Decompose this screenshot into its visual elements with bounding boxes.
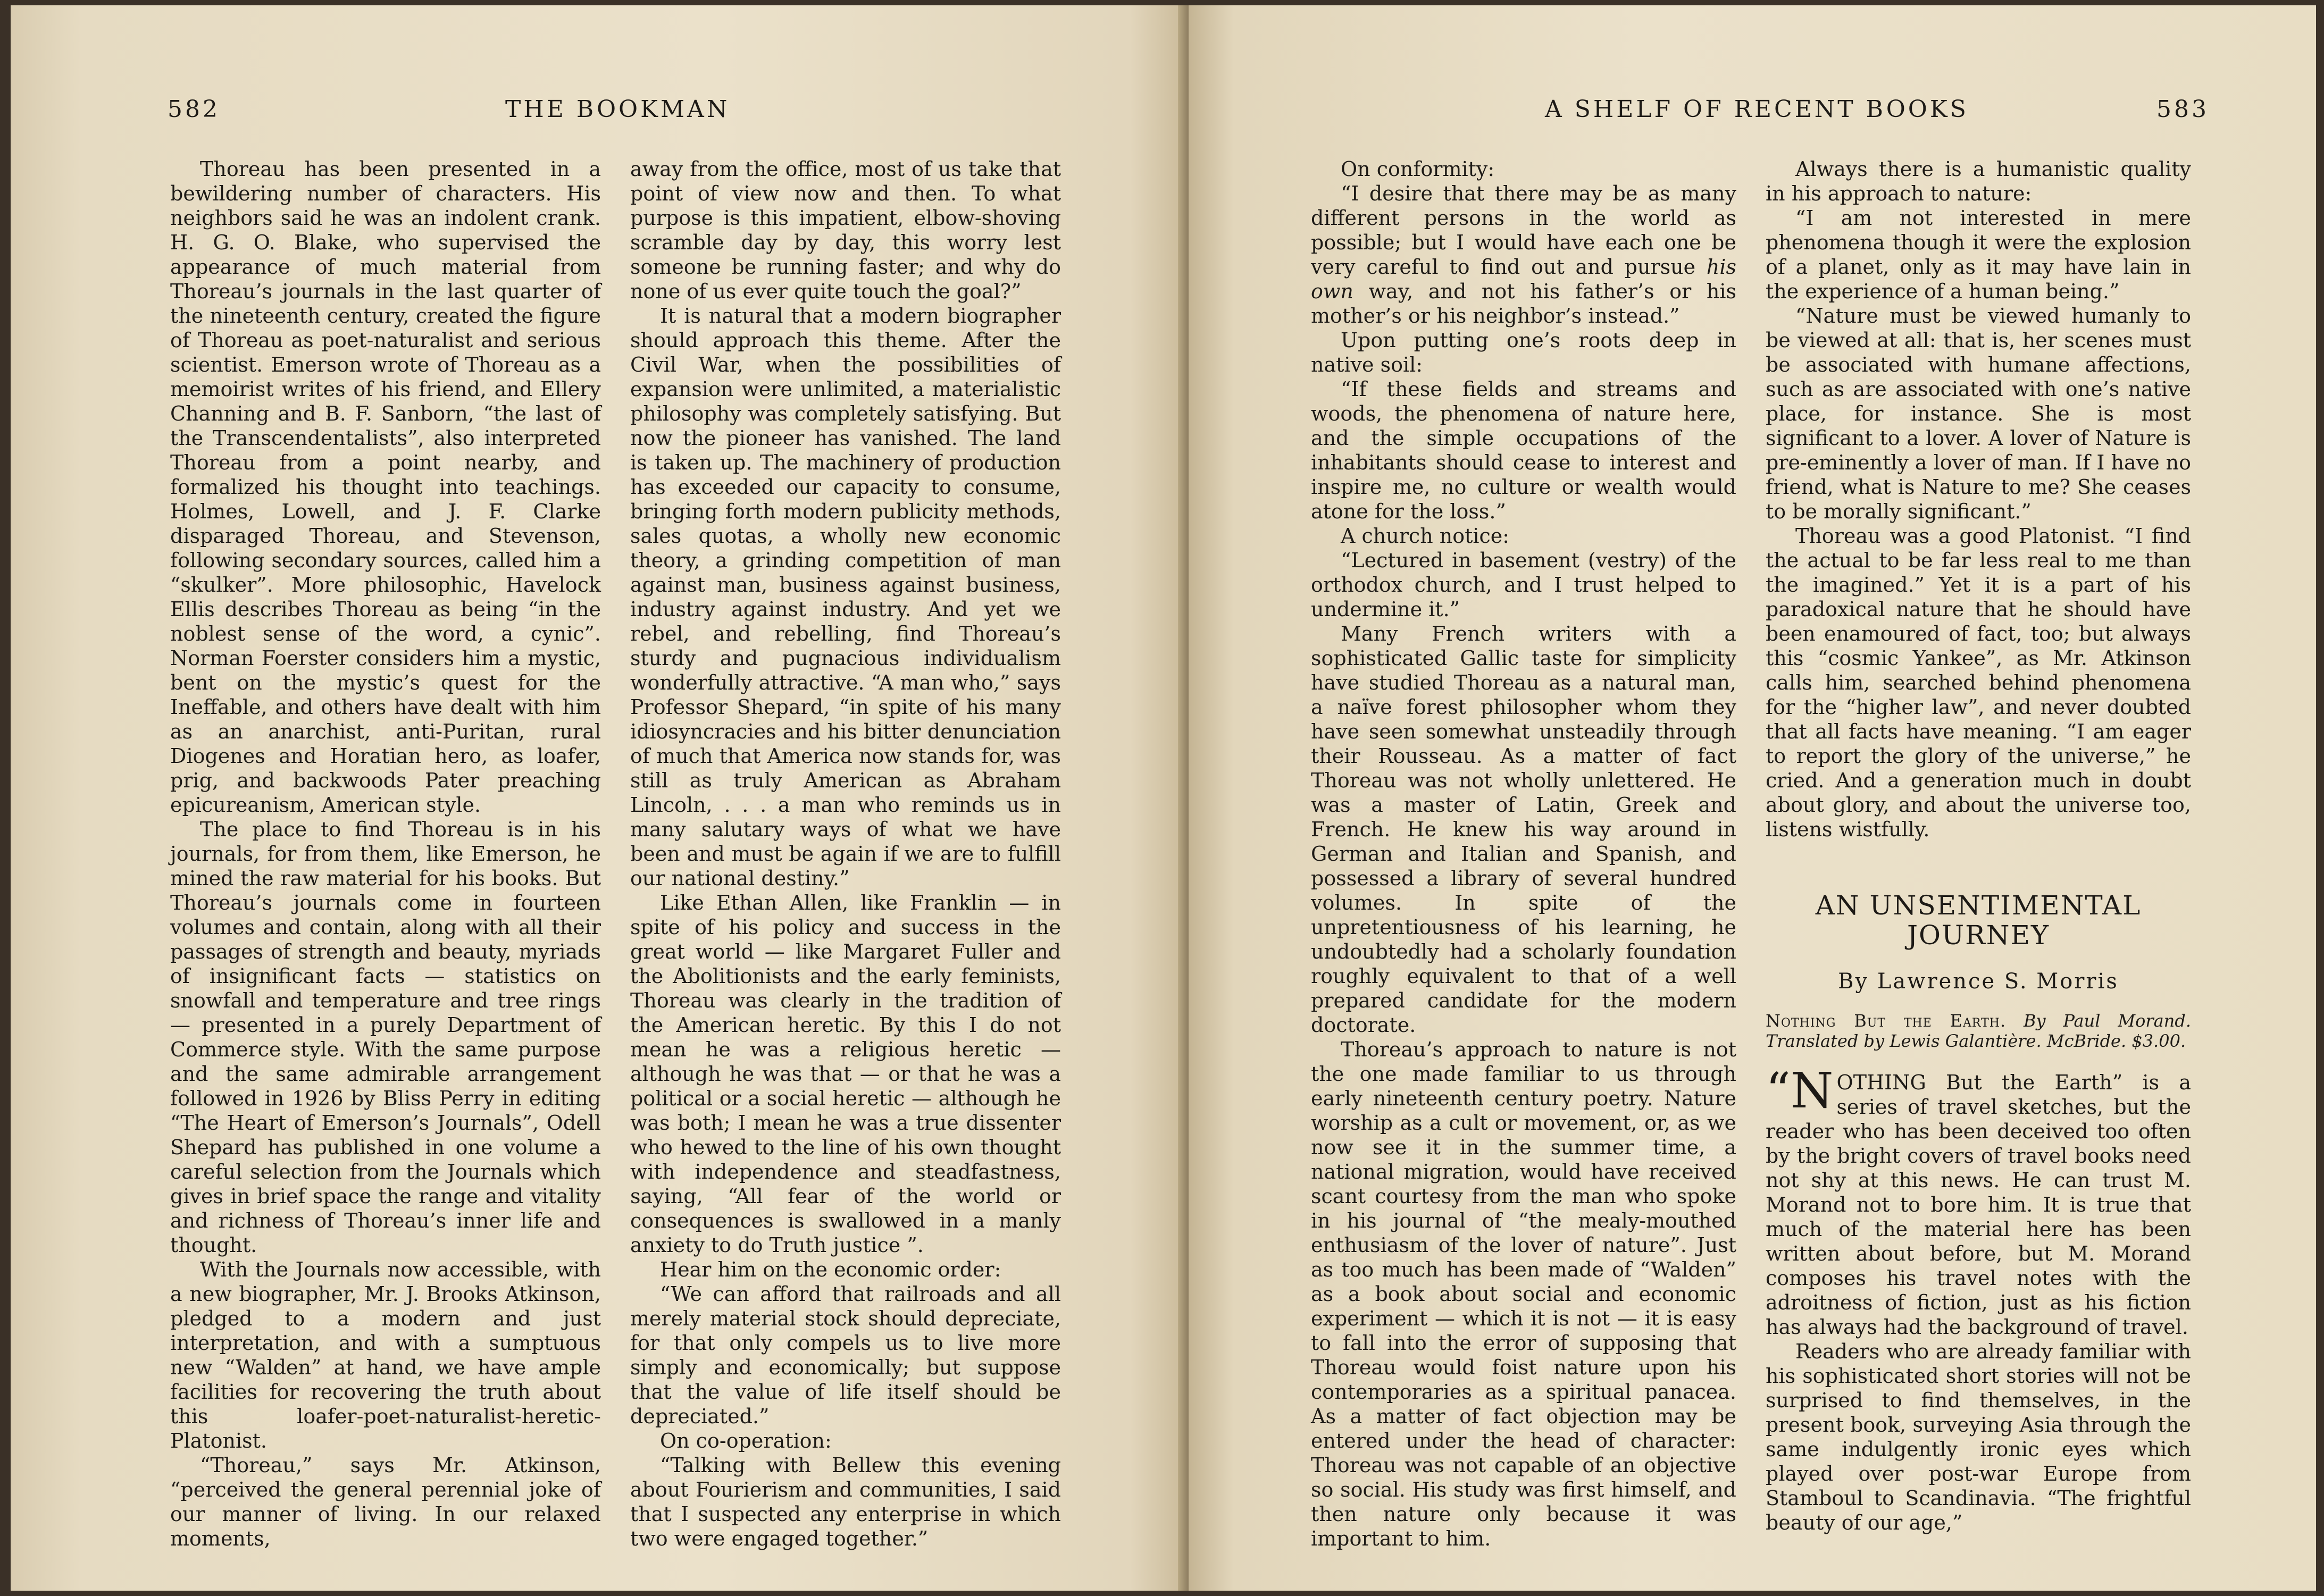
paragraph: On conformity:	[1341, 157, 1495, 181]
paragraph: With the Journals now accessible, with a new biographer, Mr. J. Brooks Atkinson, pledged to a modern and just interpretation, and with a sumptuous new “Walden” at hand, we have ample facilities for recovering the truth about this loafer-poet-naturalist-heretic-Platonist.	[170, 1258, 601, 1452]
quote-paragraph: “Talking with Bellew this evening about Fourierism and communities, I said that I suspected any enterprise in which two were engaged together.”	[630, 1454, 1061, 1550]
paragraph: Always there is a humanistic quality in his approach to nature:	[1766, 157, 2191, 205]
quote-paragraph: “Lectured in basement (vestry) of the orthodox church, and I trust helped to undermine it.”	[1311, 549, 1736, 621]
left-column-2	[630, 157, 1061, 1551]
article-title: AN UNSENTIMENTAL JOURNEY	[1815, 890, 2142, 951]
left-page	[11, 5, 1189, 1591]
book-details: Translated by Lewis Galantière. McBride. $3.00.	[1766, 1031, 2186, 1051]
drop-cap: “N	[1766, 1062, 1834, 1119]
paragraph: Upon putting one’s roots deep in native soil:	[1311, 329, 1736, 376]
paragraph: Many French writers with a sophisticated Gallic taste for simplicity have studied Thoreau as a natural man, a naïve forest philosopher whom they have seen somewhat unsteadily through their Rousseau. As a matter of fact Thoreau was not wholly unlettered. He was a master of Latin, Greek and French. He knew his way around in German and Italian and Spanish, and possessed a library of several hundred volumes. In spite of the unpretentiousness of his learning, he undoubtedly had a scholarly foundation roughly equivalent to that of a well prepared candidate for the modern doctorate.	[1311, 622, 1736, 1037]
quote-paragraph: “We can afford that railroads and all merely material stock should depreciate, for that only compels us to live more simply and economically; but suppose that the value of life itself should be depreciated.”	[630, 1282, 1061, 1428]
quote-paragraph: “Nature must be viewed humanly to be viewed at all: that is, her scenes must be associated with humane affections, such as are associated with one’s native place, for instance. She is most significant to a lover. A lover of Nature is pre-eminently a lover of man. If I have no friend, what is Nature to me? She ceases to be morally significant.”	[1766, 304, 2191, 523]
right-column-2	[1766, 157, 2191, 1535]
paragraph: “Thoreau,” says Mr. Atkinson, “perceived the general perennial joke of our manner of living. In our relaxed moments,	[170, 1454, 601, 1550]
left-running-title: THE BOOKMAN	[505, 96, 730, 123]
article-byline: By Lawrence S. Morris	[1838, 969, 2119, 994]
article-first-paragraph	[1766, 1062, 2191, 1339]
paragraph: Like Ethan Allen, like Franklin — in spite of his policy and success in the great world — like Margaret Fuller and the Abolitionists and the early feminists, Thoreau was clearly in the tradition of the American heretic. By this I do not mean he was a religious heretic — although he was that — or that he was a political or a social heretic — although he was both; I mean he was a true dissenter who hewed to the line of his own thought with independence and steadfastness, saying, “All fear of the world or consequences is swallowed in a manly anxiety to do Truth justice ”.	[630, 891, 1061, 1257]
left-column-1	[170, 157, 601, 1551]
paragraph: A church notice:	[1341, 524, 1510, 548]
right-running-title: A SHELF OF RECENT BOOKS	[1545, 96, 1969, 123]
paragraph: Readers who are already familiar with his sophisticated short stories will not be surprised to find themselves, in the present book, surveying Asia through the same indulgently ironic eyes which played over post-war Europe from Stamboul to Scandinavia. “The frightful beauty of our age,”	[1766, 1340, 2191, 1534]
book-title: Nothing But the Earth.	[1766, 1011, 2007, 1031]
paragraph: Thoreau was a good Platonist. “I find the actual to be far less real to me than the imagined.” Yet it is a part of his paradoxical nature that he should have been enamoured of fact, too; but always this “cosmic Yankee”, as Mr. Atkinson calls him, searched behind phenomena for the “higher law”, and never doubted that all facts have meaning. “I am eager to report the glory of the universe,” he cried. And a generation much in doubt about glory, and about the universe too, listens wistfully.	[1766, 524, 2191, 841]
paragraph: Thoreau has been presented in a bewildering number of characters. His neighbors said he was an indolent crank. H. G. O. Blake, who supervised the appearance of much material from Thoreau’s journals in the last quarter of the nineteenth century, created the figure of Thoreau as poet-naturalist and serious scientist. Emerson wrote of Thoreau as a memoirist writes of his friend, and Ellery Channing and B. F. Sanborn, “the last of the Transcendentalists”, also interpreted Thoreau from a point nearby, and formalized his thought into teachings. Holmes, Lowell, and J. F. Clarke disparaged Thoreau, and Stevenson, following secondary sources, called him a “skulker”. More philosophic, Havelock Ellis describes Thoreau as being “in the noblest sense of the word, a cynic”. Norman Foerster considers him a mystic, bent on the mystic’s quest for the Ineffable, and others have dealt with him as an anarchist, anti-Puritan, rural Diogenes and Horatian hero, as loafer, prig, and backwoods Pater preaching epicureanism, American style.	[170, 157, 601, 817]
book-reference	[1766, 1011, 2191, 1051]
paragraph: away from the office, most of us take that point of view now and then. To what purpose is this impatient, elbow-shoving scramble day by day, this worry lest someone be running faster; and why do none of us ever quite touch the goal?”	[630, 157, 1061, 303]
first-paragraph-text: OTHING But the Earth” is a series of travel sketches, but the reader who has been deceived too often by the bright covers of travel books need not shy at this news. He can trust M. Morand not to bore him. It is true that much of the material here has been written about before, but M. Morand composes his travel notes with the adroitness of fiction, just as his fiction has always had the background of travel.	[1766, 1071, 2191, 1339]
paragraph: Hear him on the economic order:	[660, 1258, 1001, 1281]
left-page-number: 582	[168, 96, 220, 123]
quote-paragraph	[1311, 181, 1736, 328]
right-column-1	[1311, 157, 1736, 1551]
paragraph: On co-operation:	[660, 1429, 832, 1452]
paragraph: The place to find Thoreau is in his journals, for from them, like Emerson, he mined the raw material for his books. But Thoreau’s journals come in fourteen volumes and contain, along with all their passages of strength and beauty, myriads of insignificant facts — statistics on snowfall and temperature and tree rings — presented in a purely Department of Commerce style. With the same purpose and the same admirable arrangement followed in 1926 by Bliss Perry in editing “The Heart of Emerson’s Journals”, Odell Shepard has published in one volume a careful selection from the Journals which gives in brief space the range and vitality and richness of Thoreau’s inner life and thought.	[170, 818, 601, 1257]
right-page-number: 583	[2156, 96, 2209, 123]
right-page	[1189, 5, 2316, 1591]
paragraph: It is natural that a modern biographer should approach this theme. After the Civil War, when the possibilities of expansion were unlimited, a materialistic philosophy was completely satisfying. But now the pioneer has vanished. The land is taken up. The machinery of production has exceeded our capacity to consume, bringing forth modern publicity methods, sales quotas, a wholly new economic theory, a grinding competition of man against man, business against business, industry against industry. And yet we rebel, and rebelling, find Thoreau’s sturdy and pugnacious individualism wonderfully attractive. “A man who,” says Professor Shepard, “in spite of his many idiosyncracies and his bitter denunciation of much that America now stands for, was still as truly American as Abraham Lincoln, . . . a man who reminds us in many salutary ways of what we have been and must be again if we are to fulfill our national destiny.”	[630, 304, 1061, 890]
paragraph: Thoreau’s approach to nature is not the one made familiar to us through early nineteenth century poetry. Nature worship as a cult or movement, or, as we now see it in the summer time, a national migration, would have received scant courtesy from the man who spoke in his journal of “the mealy-mouthed enthusiasm of the lover of nature”. Just as too much has been made of “Walden” as a book about social and economic experiment — which it is not — it is easy to fall into the error of supposing that Thoreau would foist nature upon his contemporaries as a spiritual panacea. As a matter of fact objection may be entered under the head of character: Thoreau was not capable of an objective so social. His study was first himself, and then nature only because it was important to him.	[1311, 1038, 1736, 1550]
quote-paragraph: “I am not interested in mere phenomena though it were the explosion of a planet, only as it may have lain in the experience of a human being.”	[1766, 206, 2191, 303]
quote-paragraph: “If these fields and streams and woods, the phenomena of nature here, and the simple occupations of the inhabitants should cease to interest and inspire me, no culture or wealth would atone for the loss.”	[1311, 377, 1736, 523]
quote-text: “I desire that there may be as many different persons in the world as possible; but I would have each one be very careful to find out and pursue his own way, and not his father’s or his mother’s or his neighbor’s instead.”	[1311, 182, 1736, 327]
book-author: By Paul Morand.	[2024, 1011, 2192, 1031]
